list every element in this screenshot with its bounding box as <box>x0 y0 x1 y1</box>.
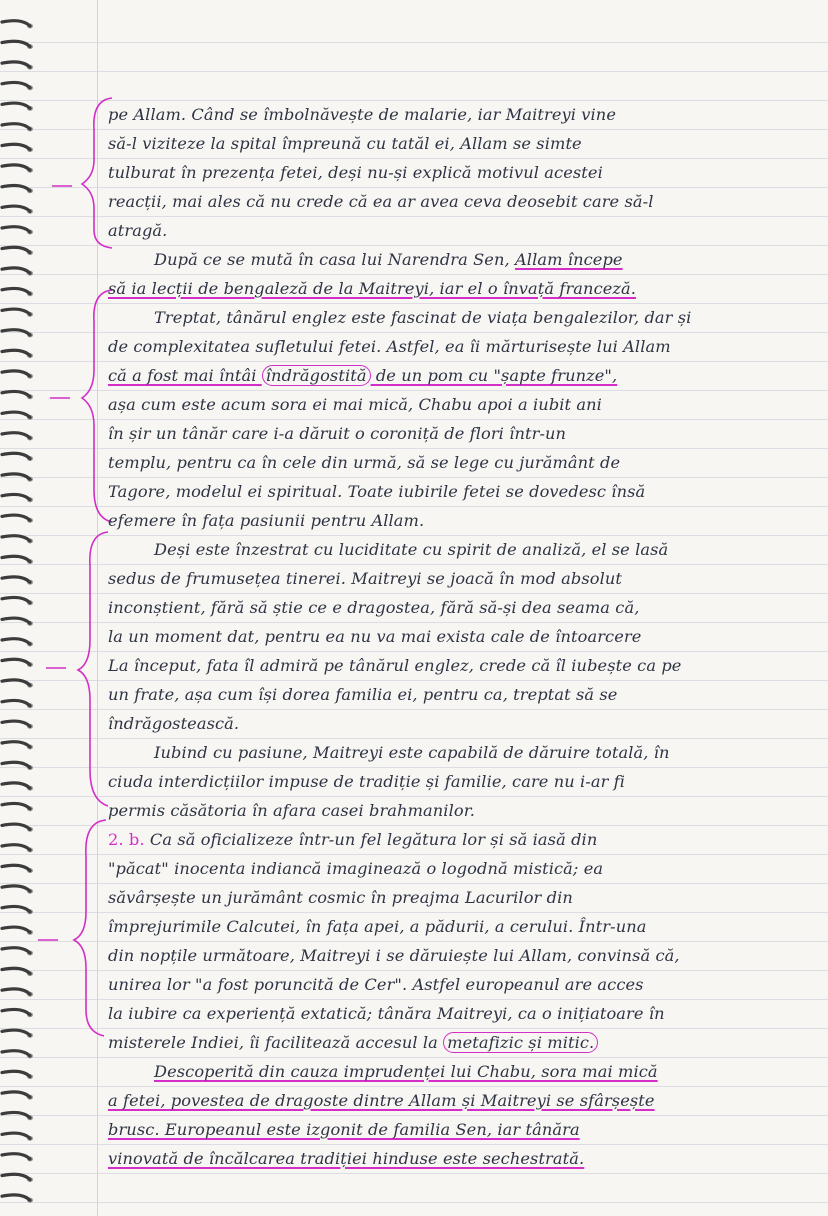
binding-ring <box>2 288 30 293</box>
text-line: ciuda interdicțiilor impuse de tradiție și familie, care nu i-ar fi <box>108 772 626 791</box>
binding-ring <box>2 886 30 891</box>
binding-ring <box>2 350 30 355</box>
binding-ring <box>2 556 30 561</box>
text-fragment: misterele Indiei, îi facilitează accesul la <box>108 1033 444 1052</box>
text-line <box>108 245 814 274</box>
binding-ring <box>2 1112 30 1117</box>
text-line: Iubind cu pasiune, Maitreyi este capabilă de dăruire totală, în <box>154 743 670 762</box>
spiral-binding <box>0 0 40 1216</box>
circled-metafizic: metafizic și mitic. <box>443 1032 598 1053</box>
text-line <box>108 825 814 854</box>
binding-ring <box>2 474 30 479</box>
binding-ring <box>2 185 30 190</box>
text-line: Tagore, modelul ei spiritual. Toate iubirile fetei se dovedesc însă <box>108 482 646 501</box>
binding-ring <box>2 762 30 767</box>
text-line: brusc. Europeanul este izgonit de familia Sen, iar tânăra <box>108 1120 580 1139</box>
binding-ring <box>2 268 30 273</box>
underlined-allam: Allam începe <box>515 250 623 269</box>
text-line: reacții, mai ales că nu crede că ea ar avea ceva deosebit care să-l <box>108 192 654 211</box>
text-line: templu, pentru ca în cele din urmă, să se lege cu jurământ de <box>108 453 621 472</box>
text-line: din nopțile următoare, Maitreyi i se dăruiește lui Allam, convinsă că, <box>108 946 680 965</box>
text-fragment: După ce se mută în casa lui Narendra Sen, <box>154 250 515 269</box>
binding-ring <box>2 247 30 252</box>
binding-ring <box>2 206 30 211</box>
text-line: Descoperită din cauza imprudenței lui Chabu, sora mai mică <box>154 1062 658 1081</box>
binding-ring <box>2 680 30 685</box>
binding-ring <box>2 41 30 46</box>
binding-ring <box>2 803 30 808</box>
binding-ring <box>2 659 30 664</box>
text-line <box>108 361 814 390</box>
binding-ring <box>2 82 30 87</box>
binding-ring <box>2 62 30 67</box>
text-line: "păcat" inocenta indiancă imaginează o logodnă mistică; ea <box>108 859 604 878</box>
underlined-fragment: că a fost mai întâi <box>108 366 262 385</box>
circled-word: îndrăgostită <box>262 365 371 386</box>
text-line: de complexitatea sufletului fetei. Astfel, ea îi mărturisește lui Allam <box>108 337 671 356</box>
text-line: tulburat în prezența fetei, deși nu-și explică motivul acestei <box>108 163 603 182</box>
text-line: Deși este înzestrat cu luciditate cu spirit de analiză, el se lasă <box>154 540 669 559</box>
binding-ring <box>2 906 30 911</box>
binding-ring <box>2 412 30 417</box>
binding-ring <box>2 1009 30 1014</box>
binding-ring <box>2 309 30 314</box>
text-line: Treptat, tânărul englez este fascinat de viața bengalezilor, dar și <box>154 308 692 327</box>
binding-ring <box>2 165 30 170</box>
text-line: unirea lor "a fost poruncită de Cer". Astfel europeanul are acces <box>108 975 644 994</box>
binding-ring <box>2 371 30 376</box>
binding-ring <box>2 1030 30 1035</box>
margin-line <box>97 0 98 1216</box>
text-line: un frate, așa cum își dorea familia ei, pentru ca, treptat să se <box>108 685 618 704</box>
text-line <box>108 1028 814 1057</box>
text-line: sedus de frumusețea tinerei. Maitreyi se joacă în mod absolut <box>108 569 623 588</box>
text-line: permis căsătoria în afara casei brahmanilor. <box>108 801 476 820</box>
binding-ring <box>2 639 30 644</box>
binding-ring <box>2 618 30 623</box>
binding-ring <box>2 1195 30 1200</box>
text-line: atragă. <box>108 221 168 240</box>
binding-ring <box>2 536 30 541</box>
binding-ring <box>2 742 30 747</box>
binding-ring <box>2 21 30 26</box>
binding-ring <box>2 1174 30 1179</box>
binding-ring <box>2 597 30 602</box>
binding-ring <box>2 1092 30 1097</box>
text-line: la un moment dat, pentru ea nu va mai exista cale de întoarcere <box>108 627 642 646</box>
binding-ring <box>2 845 30 850</box>
binding-ring <box>2 494 30 499</box>
binding-ring <box>2 989 30 994</box>
section-marker: 2. b. <box>108 830 145 849</box>
binding-ring <box>2 783 30 788</box>
binding-ring <box>2 968 30 973</box>
text-line: efemere în fața pasiunii pentru Allam. <box>108 511 425 530</box>
text-line: la iubire ca experiență extatică; tânăra Maitreyi, ca o inițiatoare în <box>108 1004 665 1023</box>
bracket-3 <box>78 532 108 806</box>
handwritten-text <box>108 100 814 1173</box>
text-line: pe Allam. Când se îmbolnăvește de malarie, iar Maitreyi vine <box>108 105 617 124</box>
binding-ring <box>2 824 30 829</box>
binding-ring <box>2 103 30 108</box>
underlined-fragment: de un pom cu "șapte frunze", <box>370 366 618 385</box>
text-line: așa cum este acum sora ei mai mică, Chabu apoi a iubit ani <box>108 395 602 414</box>
binding-ring <box>2 721 30 726</box>
text-line: La început, fata îl admiră pe tânărul englez, crede că îl iubește ca pe <box>108 656 682 675</box>
binding-ring <box>2 1133 30 1138</box>
binding-ring <box>2 1071 30 1076</box>
binding-ring <box>2 865 30 870</box>
binding-ring <box>2 577 30 582</box>
binding-ring <box>2 515 30 520</box>
binding-ring <box>2 948 30 953</box>
text-line: săvârșește un jurământ cosmic în preajma Lacurilor din <box>108 888 573 907</box>
bracket-4 <box>74 820 106 1036</box>
text-line: în șir un tânăr care i-a dăruit o coroniță de flori într-un <box>108 424 567 443</box>
binding-ring <box>2 1154 30 1159</box>
text-line: să ia lecții de bengaleză de la Maitreyi, iar el o învață franceză. <box>108 279 637 298</box>
binding-ring <box>2 391 30 396</box>
text-fragment: Ca să oficializeze într-un fel legătura lor și să iasă din <box>144 830 598 849</box>
binding-ring <box>2 330 30 335</box>
binding-ring <box>2 927 30 932</box>
binding-ring <box>2 433 30 438</box>
text-line: inconștient, fără să știe ce e dragostea, fără să-și dea seama că, <box>108 598 640 617</box>
binding-ring <box>2 227 30 232</box>
binding-ring <box>2 700 30 705</box>
text-line: îndrăgostească. <box>108 714 240 733</box>
binding-ring <box>2 144 30 149</box>
binding-ring <box>2 453 30 458</box>
binding-ring <box>2 124 30 129</box>
text-line: împrejurimile Calcutei, în fața apei, a pădurii, a cerului. Într-una <box>108 917 647 936</box>
binding-ring <box>2 1051 30 1056</box>
text-line: a fetei, povestea de dragoste dintre Allam și Maitreyi se sfârșește <box>108 1091 655 1110</box>
text-line: să-l viziteze la spital împreună cu tatăl ei, Allam se simte <box>108 134 582 153</box>
text-line: vinovată de încălcarea tradiției hinduse este sechestrată. <box>108 1149 585 1168</box>
